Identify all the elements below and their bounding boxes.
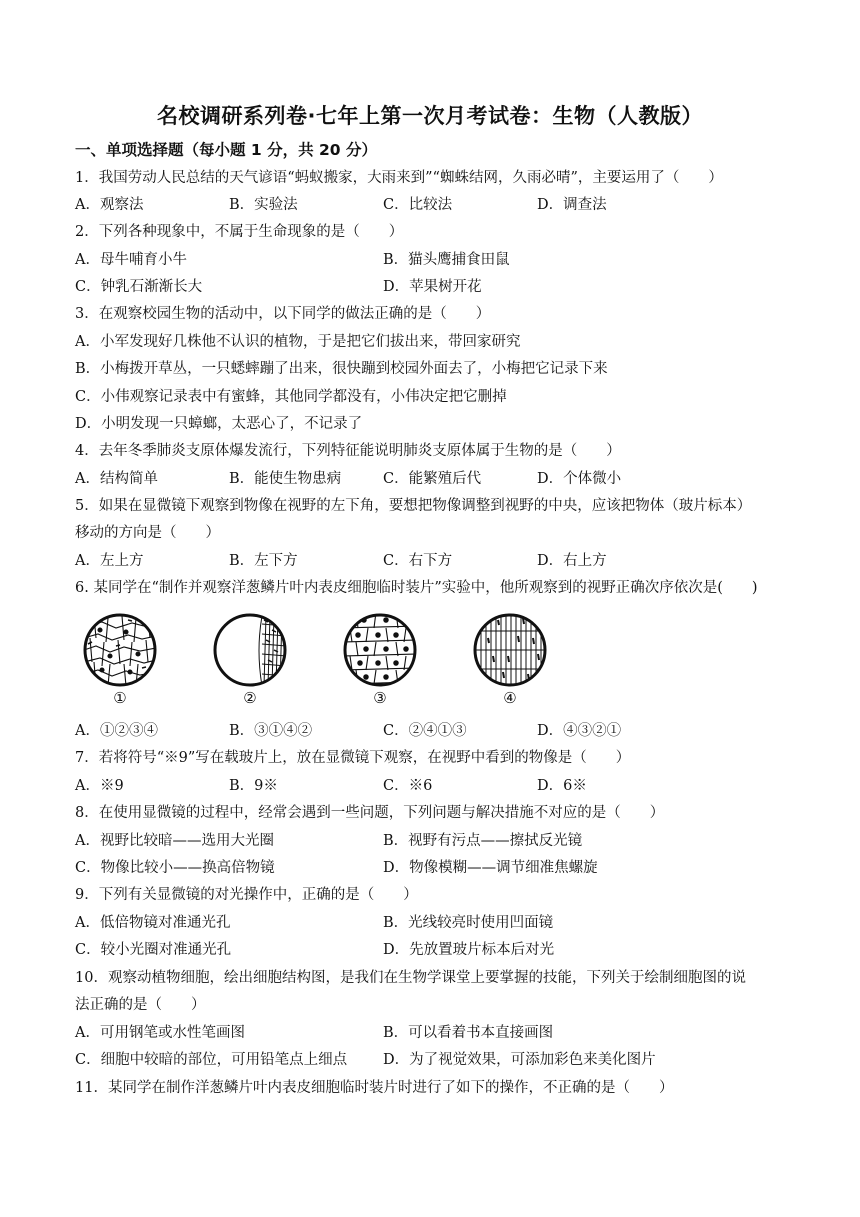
q2-option-c: C．钟乳石渐渐长大 — [75, 279, 203, 295]
question-9-stem: 9．下列有关显微镜的对光操作中，正确的是（ ） — [75, 887, 418, 903]
q8-option-d: D．物像模糊——调节细准焦螺旋 — [383, 860, 598, 876]
q3-option-b: B．小梅拨开草丛，一只蟋蟀蹦了出来，很快蹦到校园外面去了，小梅把它记录下来 — [75, 361, 608, 377]
figure-view-1 — [75, 612, 165, 712]
view-4-diagram — [472, 612, 548, 688]
q10-option-c: C．细胞中较暗的部位，可用铅笔点上细点 — [75, 1052, 348, 1068]
q7-option-a: A．※9 — [75, 778, 124, 794]
page-title: 名校调研系列卷·七年上第一次月考试卷：生物（人教版） — [157, 104, 703, 128]
figure-view-3 — [335, 612, 425, 712]
q10-option-d: D．为了视觉效果，可添加彩色来美化图片 — [383, 1052, 656, 1068]
figure-label-2: ② — [243, 689, 257, 707]
question-2-stem: 2．下列各种现象中，不属于生命现象的是（ ） — [75, 224, 404, 240]
q4-option-d: D．个体微小 — [537, 471, 622, 487]
q10-option-a: A．可用钢笔或水性笔画图 — [75, 1025, 245, 1041]
q10-option-b: B．可以看着书本直接画图 — [383, 1025, 554, 1041]
q8-option-a: A．视野比较暗——选用大光圈 — [75, 833, 274, 849]
q1-option-a: A．观察法 — [75, 197, 144, 213]
q5-option-c: C．右下方 — [383, 553, 453, 569]
microscope-view-figures — [60, 612, 560, 712]
q7-option-b: B．9※ — [229, 778, 278, 794]
view-3-diagram — [342, 612, 418, 688]
q7-option-d: D．6※ — [537, 778, 587, 794]
question-3-stem: 3．在观察校园生物的活动中，以下同学的做法正确的是（ ） — [75, 306, 491, 322]
question-10-stem-cont: 法正确的是（ ） — [75, 997, 206, 1013]
q1-option-d: D．调查法 — [537, 197, 607, 213]
q6-option-a: A．①②③④ — [75, 723, 158, 739]
q3-option-c: C．小伟观察记录表中有蜜蜂，其他同学都没有，小伟决定把它删掉 — [75, 389, 507, 405]
figure-label-3: ③ — [373, 689, 387, 707]
q8-option-b: B．视野有污点——擦拭反光镜 — [383, 833, 583, 849]
q9-option-c: C．较小光圈对准通光孔 — [75, 942, 232, 958]
question-10-stem: 10．观察动植物细胞，绘出细胞结构图，是我们在生物学课堂上要掌握的技能，下列关于绘制细胞图的说 — [75, 970, 746, 986]
q7-option-c: C．※6 — [383, 778, 433, 794]
view-2-diagram — [212, 612, 288, 688]
figure-label-4: ④ — [503, 689, 517, 707]
q3-option-a: A．小军发现好几株他不认识的植物，于是把它们拔出来，带回家研究 — [75, 334, 521, 350]
q2-option-d: D．苹果树开花 — [383, 279, 482, 295]
q5-option-a: A．左上方 — [75, 553, 144, 569]
figure-view-4 — [465, 612, 555, 712]
q2-option-a: A．母牛哺育小牛 — [75, 252, 187, 268]
question-6-stem: 6. 某同学在“制作并观察洋葱鳞片叶内表皮细胞临时装片”实验中，他所观察到的视野正确次序依次是( ) — [75, 580, 758, 596]
q2-option-b: B．猫头鹰捕食田鼠 — [383, 252, 510, 268]
q9-option-d: D．先放置玻片标本后对光 — [383, 942, 555, 958]
q9-option-a: A．低倍物镜对准通光孔 — [75, 915, 231, 931]
q5-option-d: D．右上方 — [537, 553, 607, 569]
question-8-stem: 8．在使用显微镜的过程中，经常会遇到一些问题，下列问题与解决措施不对应的是（ ） — [75, 805, 665, 821]
q3-option-d: D．小明发现一只蟑螂，太恶心了，不记录了 — [75, 416, 363, 432]
question-11-stem: 11．某同学在制作洋葱鳞片叶内表皮细胞临时装片时进行了如下的操作，不正确的是（ ） — [75, 1080, 674, 1096]
q4-option-b: B．能使生物患病 — [229, 471, 342, 487]
section-heading: 一、单项选择题（每小题 1 分，共 20 分） — [75, 141, 377, 159]
q8-option-c: C．物像比较小——换高倍物镜 — [75, 860, 275, 876]
view-1-diagram — [82, 612, 158, 688]
q1-option-c: C．比较法 — [383, 197, 453, 213]
question-5-stem: 5．如果在显微镜下观察到物像在视野的左下角，要想把物像调整到视野的中央，应该把物体（玻片标本） — [75, 498, 752, 514]
question-7-stem: 7．若将符号“※9”写在载玻片上，放在显微镜下观察，在视野中看到的物像是（ ） — [75, 750, 631, 766]
q6-option-b: B．③①④② — [229, 723, 313, 739]
figure-view-2 — [205, 612, 295, 712]
question-4-stem: 4．去年冬季肺炎支原体爆发流行，下列特征能说明肺炎支原体属于生物的是（ ） — [75, 443, 621, 459]
q1-option-b: B．实验法 — [229, 197, 298, 213]
question-5-stem-cont: 移动的方向是（ ） — [75, 525, 220, 541]
q4-option-a: A．结构简单 — [75, 471, 158, 487]
q6-option-d: D．④③②① — [537, 723, 622, 739]
figure-label-1: ① — [113, 689, 127, 707]
q4-option-c: C．能繁殖后代 — [383, 471, 482, 487]
q6-option-c: C．②④①③ — [383, 723, 467, 739]
question-1-stem: 1．我国劳动人民总结的天气谚语“蚂蚁搬家，大雨来到”“蜘蛛结网，久雨必晴”，主要运用了（ ） — [75, 170, 723, 186]
q5-option-b: B．左下方 — [229, 553, 298, 569]
q9-option-b: B．光线较亮时使用凹面镜 — [383, 915, 554, 931]
